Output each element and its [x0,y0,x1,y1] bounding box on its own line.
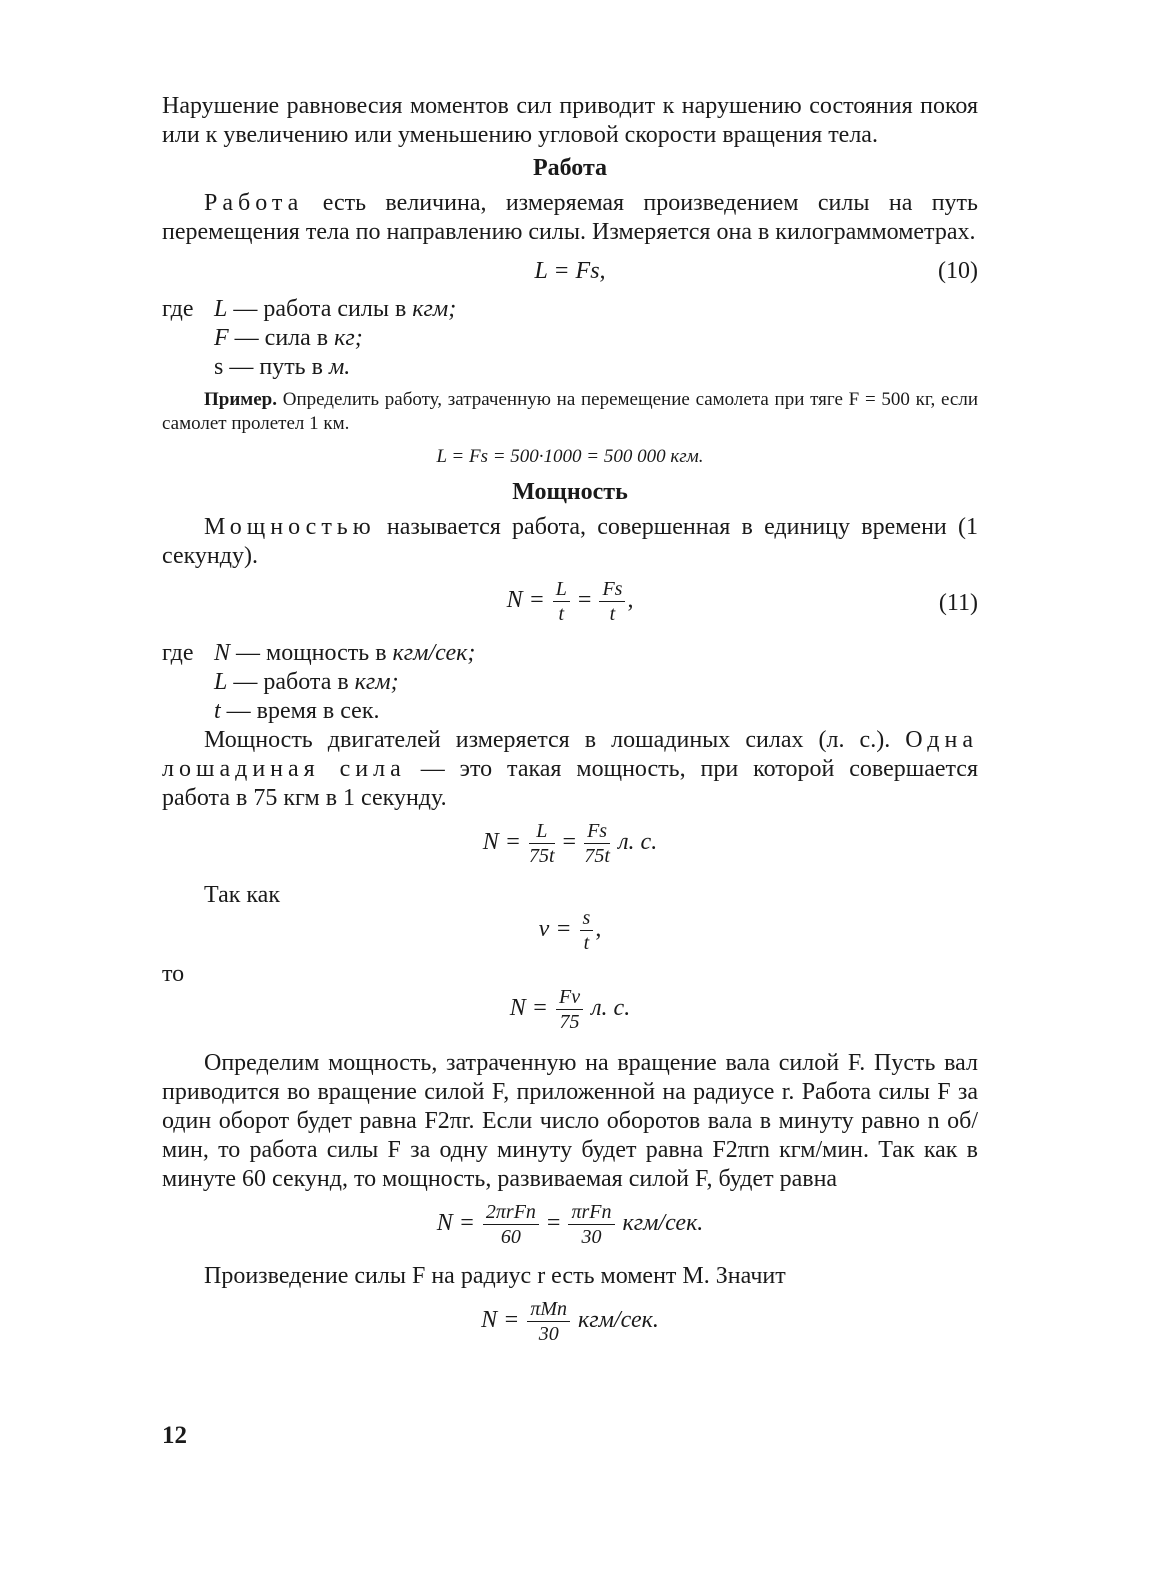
formula-unit: кгм/сек. [578,1307,659,1334]
fraction-numerator: Fs [599,577,625,602]
legend-unit: кгм; [412,296,457,322]
since-line: Так как [204,882,280,908]
formula-10 [162,253,978,289]
then-line: то [162,961,185,987]
fraction-denominator: t [558,603,565,625]
fraction-denominator: t [583,932,590,954]
where-word: где [162,296,194,322]
fraction-denominator: 30 [581,1226,602,1248]
formula-moment-power [162,1297,978,1353]
fraction-denominator: 60 [500,1226,521,1248]
equals-sign: = [546,1210,561,1237]
legend-symbol: F [214,325,229,351]
horsepower-term: Одна лошадиная сила [162,727,978,782]
power-heading: Мощность [512,479,628,505]
legend-symbol: L [214,669,228,695]
where-word: где [162,640,194,666]
legend-unit: м. [328,354,351,380]
legend-row [162,668,978,697]
fraction-denominator: t [609,603,616,625]
example-paragraph [162,388,978,436]
formula-lhs: v = [538,916,572,943]
fraction [527,1297,570,1346]
work-legend [162,295,978,382]
fraction-numerator: Fs [584,819,610,844]
formula-unit: л. с. [618,829,658,856]
intro-paragraph: Нарушение равновесия моментов сил приводит к нарушению состояния покоя или к увеличению или уменьшению угловой скорости вращения тела. [162,93,978,148]
legend-text: — путь в [223,354,329,380]
formula-10-expression: L = Fs, [534,258,606,284]
fraction-numerator: L [553,577,570,602]
formula-velocity [162,906,978,962]
example-text: Определить работу, затраченную на перемещение самолета при тяге F = 500 кг, если самолет пролетел 1 км. [162,389,978,434]
legend-row [162,697,978,726]
example-label: Пример. [204,389,277,410]
fraction-denominator: 75 [559,1011,580,1033]
fraction [483,1200,539,1249]
formula-unit: кгм/сек. [622,1210,704,1237]
work-definition-text: есть величина, измеряемая произведением силы на путь перемещения тела по направлению силы. Измеряется она в килограммометрах. [162,190,978,245]
fraction [599,577,625,626]
legend-text: — работа в [227,669,355,695]
legend-unit: кг; [334,325,363,351]
page-number: 12 [162,1422,187,1449]
power-term: Мощностью [204,514,376,540]
fraction [553,577,570,626]
formula-horsepower [162,819,978,875]
fraction-denominator: 75t [584,845,610,867]
fraction-denominator: 30 [538,1323,559,1345]
legend-symbol: t [214,698,221,724]
formula-power-velocity [162,985,978,1041]
fraction [529,819,555,868]
fraction-numerator: L [529,819,555,844]
horsepower-text-2: — это такая мощность, при которой совершается работа в 75 кгм в 1 секунду. [162,756,978,811]
formula-11-number: (11) [938,590,978,616]
fraction-numerator: Fv [556,985,583,1010]
legend-symbol: L [214,296,228,322]
legend-symbol: N [214,640,231,666]
work-definition [162,189,978,247]
page-body [162,92,978,1359]
formula-lhs: N = [506,587,545,614]
formula-lhs: N = [509,995,548,1022]
moment-paragraph: Произведение силы F на радиус r есть момент M. Значит [204,1263,786,1289]
formula-11 [162,577,978,633]
example-formula [162,442,978,472]
legend-text: — работа силы в [227,296,413,322]
fraction [556,985,583,1034]
equals-sign: = [562,829,577,856]
legend-text: — мощность в [230,640,393,666]
fraction [584,819,610,868]
fraction [568,1200,614,1249]
fraction-numerator: s [580,906,594,931]
legend-unit: кгм; [354,669,399,695]
legend-unit: сек. [340,698,380,724]
fraction-denominator: 75t [528,845,555,867]
fraction-numerator: 2πrFn [483,1200,539,1225]
shaft-paragraph: Определим мощность, затраченную на вращение вала силой F. Пусть вал приводится во вращение силой F, приложенной на радиусе r. Работа силы F за один оборот будет равна F2πr. Если число оборотов вала в минуту равно n об/мин, то работа силы F за одну минуту будет равна F2πrn кгм/мин. Так как в минуте 60 секунд, то мощность, развиваемая силой F, будет равна [162,1050,978,1192]
fraction [580,906,594,955]
work-term: Работа [204,190,304,216]
legend-row [162,324,978,353]
legend-unit: кгм/сек; [392,640,476,666]
power-definition [162,513,978,571]
legend-row [162,353,978,382]
legend-row [162,639,978,668]
formula-lhs: N = [481,1307,520,1334]
example-formula-expression: L = Fs = 500·1000 = 500 000 кгм. [436,446,704,467]
horsepower-text: Мощность двигателей измеряется в лошадиных силах (л. с.). [204,727,891,753]
formula-10-number: (10) [938,258,978,284]
horsepower-paragraph [162,726,978,813]
formula-tail: , [595,916,602,943]
formula-tail: , [627,587,634,614]
legend-symbol: s [214,354,224,380]
legend-text: — сила в [228,325,335,351]
formula-shaft-power [162,1200,978,1256]
formula-lhs: N = [436,1210,475,1237]
fraction-numerator: πMn [527,1297,570,1322]
equals-sign: = [577,587,592,614]
power-legend [162,639,978,726]
legend-row [162,295,978,324]
formula-unit: л. с. [591,995,631,1022]
power-definition-text: называется работа, совершенная в единицу времени (1 секунду). [162,514,978,569]
work-heading: Работа [532,155,608,181]
formula-lhs: N = [482,829,521,856]
legend-text: — время в [220,698,341,724]
fraction-numerator: πrFn [568,1200,614,1225]
